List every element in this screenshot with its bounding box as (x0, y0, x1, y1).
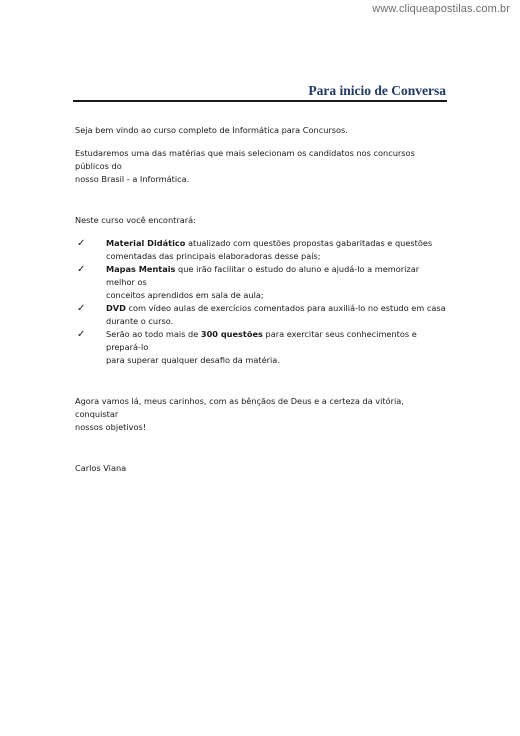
closing-text-line-2: nossos objetivos! (75, 422, 147, 432)
item-bold: DVD (106, 303, 126, 313)
document-body (75, 124, 447, 475)
item-bold: Material Didático (106, 238, 186, 248)
site-watermark: www.cliqueapostilas.com.br (372, 3, 510, 15)
page-title: Para inicio de Conversa (308, 83, 446, 98)
closing-paragraph (75, 395, 447, 434)
item-text-continued: para superar qualquer desafio da matéria. (106, 355, 280, 365)
item-text: que irão facilitar o estudo do aluno e ajudá-lo a memorizar melhor os (106, 264, 420, 287)
check-mark-icon: ✓ (77, 303, 86, 314)
author-name: Carlos Viana (75, 463, 127, 473)
item-text: para exercitar seus conhecimentos e prepará-lo (106, 329, 417, 352)
check-mark-icon: ✓ (77, 238, 86, 249)
check-mark-icon: ✓ (77, 329, 86, 340)
list-item (75, 237, 447, 263)
list-item (75, 302, 447, 328)
item-text-prefix: Serão ao todo mais de (106, 329, 201, 339)
list-item (75, 263, 447, 302)
item-bold: Mapas Mentais (106, 264, 176, 274)
item-text: atualizado com questões propostas gabaritadas e questões (185, 238, 433, 248)
item-text-continued: durante o curso. (106, 316, 174, 326)
check-mark-icon: ✓ (77, 264, 86, 275)
item-bold: 300 questões (200, 329, 263, 339)
item-text-continued: conceitos aprendidos em sala de aula; (106, 290, 264, 300)
header-divider (73, 100, 447, 102)
author-signature (75, 462, 447, 475)
closing-text-line-1: Agora vamos lá, meus carinhos, com as bênçãos de Deus e a certeza da vitória, conquistar (75, 396, 404, 419)
welcome-text: Seja bem vindo ao curso completo de Informática para Concursos. (75, 125, 348, 135)
item-text-continued: comentadas das principais elaboradoras desse país; (106, 251, 321, 261)
study-text-line-2: nosso Brasil - a Informática. (75, 174, 190, 184)
item-text: com vídeo aulas de exercícios comentados para auxiliá-lo no estudo em casa (125, 303, 446, 313)
study-paragraph (75, 147, 447, 186)
course-intro (75, 214, 447, 227)
list-item (75, 328, 447, 367)
study-text-line-1: Estudaremos uma das matérias que mais selecionam os candidatos nos concursos públicos do (75, 148, 415, 171)
feature-list (75, 237, 447, 367)
welcome-paragraph (75, 124, 447, 137)
course-intro-text: Neste curso você encontrará: (75, 215, 196, 225)
